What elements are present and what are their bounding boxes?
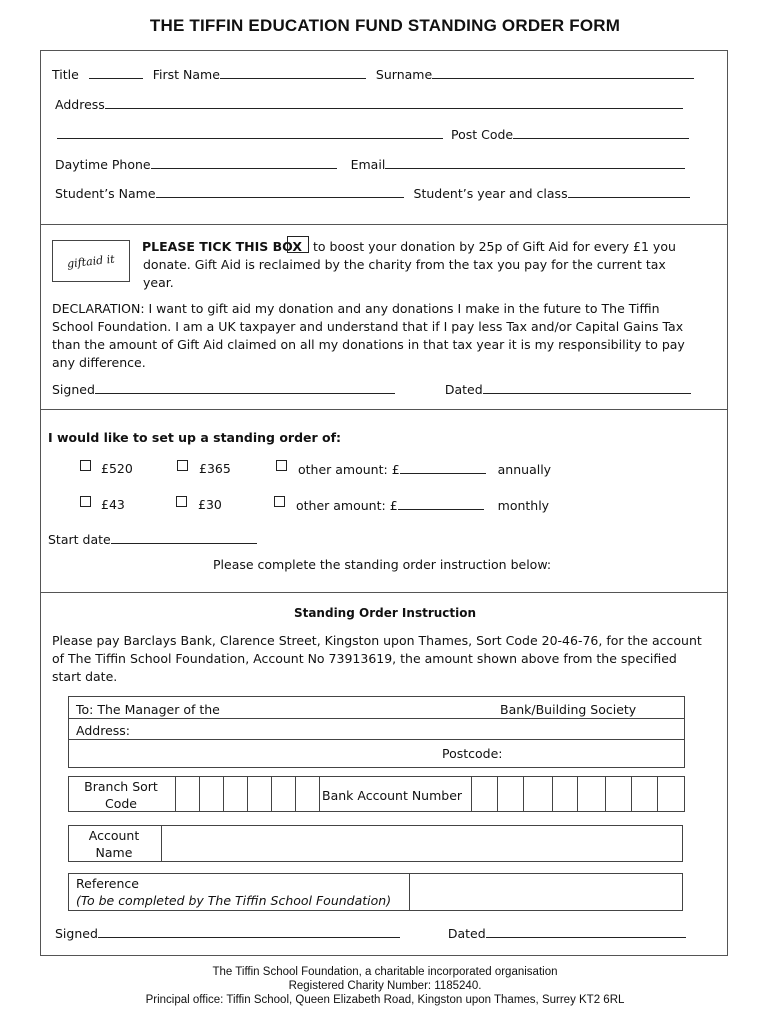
amount-520-label: £520 <box>101 461 133 476</box>
gift-aid-text-1: to boost your donation by 25p of Gift Aid for every £1 you <box>313 239 676 254</box>
amount-365-checkbox[interactable] <box>177 460 188 471</box>
instruction-date-field[interactable] <box>486 925 686 938</box>
amount-365-label: £365 <box>199 461 231 476</box>
start-date-label: Start date <box>48 532 111 547</box>
sort-code-digit-cell <box>271 777 272 811</box>
other-monthly-row <box>296 497 549 513</box>
account-name-label <box>68 827 160 861</box>
other-annual-amount-field[interactable] <box>400 461 486 474</box>
other-monthly-checkbox[interactable] <box>274 496 285 507</box>
postcode-row <box>57 126 689 142</box>
student-name-field[interactable] <box>156 185 404 198</box>
dated-label: Dated <box>444 382 483 397</box>
signed-label: Signed <box>52 382 95 397</box>
gift-aid-text-3: year. <box>143 275 174 290</box>
first-name-field[interactable] <box>220 66 366 79</box>
address-label: Address <box>55 97 105 112</box>
sort-code-digit-cell <box>199 777 200 811</box>
sort-code-digit-cell <box>295 777 296 811</box>
amount-30-label: £30 <box>198 497 222 512</box>
other-monthly-amount-field[interactable] <box>398 497 484 510</box>
address-field[interactable] <box>105 96 683 109</box>
account-digit-cell <box>605 777 606 811</box>
bank-manager-label: To: The Manager of the <box>76 702 220 717</box>
form-title: THE TIFFIN EDUCATION FUND STANDING ORDER FORM <box>149 16 621 35</box>
account-digit-cell <box>497 777 498 811</box>
sort-code-digit-cell <box>223 777 224 811</box>
instruction-heading: Standing Order Instruction <box>293 606 477 620</box>
email-field[interactable] <box>385 156 685 169</box>
section-divider <box>40 224 728 225</box>
account-name-box <box>68 825 683 862</box>
dated-label: Dated <box>447 926 486 941</box>
section-divider <box>40 592 728 593</box>
gift-aid-checkbox[interactable] <box>287 236 309 253</box>
post-code-label: Post Code <box>450 127 514 142</box>
phone-label: Daytime Phone <box>55 157 151 172</box>
bank-address-label: Address: <box>76 723 130 738</box>
account-digit-cell <box>471 777 472 811</box>
contact-row <box>55 156 685 172</box>
amount-30-checkbox[interactable] <box>176 496 187 507</box>
reference-note: (To be completed by The Tiffin School Foundation) <box>76 893 392 908</box>
student-year-field[interactable] <box>568 185 690 198</box>
sort-code-label <box>68 778 174 812</box>
start-date-row <box>48 531 257 547</box>
gift-aid-signature-field[interactable] <box>95 381 395 394</box>
bank-box-divider <box>69 739 684 740</box>
gift-aid-text-2: donate. Gift Aid is reclaimed by the charity from the tax you pay for the current tax <box>143 257 666 272</box>
title-field[interactable] <box>89 66 143 79</box>
footer-line-2: Registered Charity Number: 1185240. <box>288 980 482 992</box>
footer-line-3: Principal office: Tiffin School, Queen Elizabeth Road, Kingston upon Thames, Surrey KT2 6RL <box>145 994 625 1006</box>
surname-label: Surname <box>375 67 433 82</box>
instruction-signature-row <box>55 925 686 941</box>
other-annual-row <box>298 461 551 477</box>
account-digit-cell <box>552 777 553 811</box>
address-row <box>55 96 683 112</box>
order-heading: I would like to set up a standing order of: <box>48 430 342 445</box>
other-annual-label: other amount: £ <box>298 462 400 477</box>
instruction-text: Please pay Barclays Bank, Clarence Street, Kingston upon Thames, Sort Code 20-46-76, for the account of The Tiffin School Foundation, Account No 73913619, the amount shown above from the specified start date. <box>52 633 702 684</box>
account-name-label-line-1: Account <box>88 828 140 843</box>
phone-field[interactable] <box>151 156 337 169</box>
title-row <box>52 66 694 82</box>
sort-code-label-line-2: Code <box>104 796 137 811</box>
annually-label: annually <box>497 462 552 477</box>
student-row <box>55 185 690 201</box>
first-name-label: First Name <box>152 67 220 82</box>
account-number-label: Bank Account Number <box>322 788 463 803</box>
account-digit-cell <box>523 777 524 811</box>
signed-label: Signed <box>55 926 98 941</box>
sort-code-digit-cell <box>319 777 320 811</box>
post-code-field[interactable] <box>513 126 689 139</box>
gift-aid-signature-row <box>52 381 691 397</box>
account-digit-cell <box>577 777 578 811</box>
account-digit-cell <box>631 777 632 811</box>
bank-box-divider <box>69 718 684 719</box>
instruction-note: Please complete the standing order instruction below: <box>213 557 552 572</box>
amount-43-label: £43 <box>101 497 125 512</box>
sort-code-digit-cell <box>175 777 176 811</box>
monthly-label: monthly <box>497 498 550 513</box>
gift-aid-tick-label: PLEASE TICK THIS BOX <box>142 239 302 254</box>
sort-code-digit-cell <box>247 777 248 811</box>
amount-520-checkbox[interactable] <box>80 460 91 471</box>
gift-aid-logo: giftaid it <box>52 240 130 282</box>
reference-label: Reference <box>76 876 139 891</box>
student-year-label: Student’s year and class <box>413 186 568 201</box>
surname-field[interactable] <box>432 66 694 79</box>
other-monthly-label: other amount: £ <box>296 498 398 513</box>
section-divider <box>40 409 728 410</box>
bank-society-label: Bank/Building Society <box>500 702 637 717</box>
account-name-divider <box>161 826 162 861</box>
gift-aid-declaration: DECLARATION: I want to gift aid my donation and any donations I make in the future to The Tiffin School Foundation. I am a UK taxpayer and understand that if I pay less Tax and/or Capital Gains Tax than the amount of Gift Aid claimed on all my donations in that tax year it is my responsibility to pay any difference. <box>52 301 685 370</box>
footer-line-1: The Tiffin School Foundation, a charitable incorporated organisation <box>212 966 558 978</box>
sort-code-label-line-1: Branch Sort <box>84 779 158 794</box>
student-name-label: Student’s Name <box>55 186 156 201</box>
start-date-field[interactable] <box>111 531 257 544</box>
title-label: Title <box>52 67 79 82</box>
email-label: Email <box>350 157 386 172</box>
instruction-signature-field[interactable] <box>98 925 400 938</box>
other-annual-checkbox[interactable] <box>276 460 287 471</box>
address-field-2[interactable] <box>57 126 443 139</box>
reference-divider <box>409 874 410 910</box>
amount-43-checkbox[interactable] <box>80 496 91 507</box>
gift-aid-date-field[interactable] <box>483 381 691 394</box>
bank-postcode-label: Postcode: <box>442 746 503 761</box>
account-name-label-line-2: Name <box>95 845 133 860</box>
account-digit-cell <box>657 777 658 811</box>
